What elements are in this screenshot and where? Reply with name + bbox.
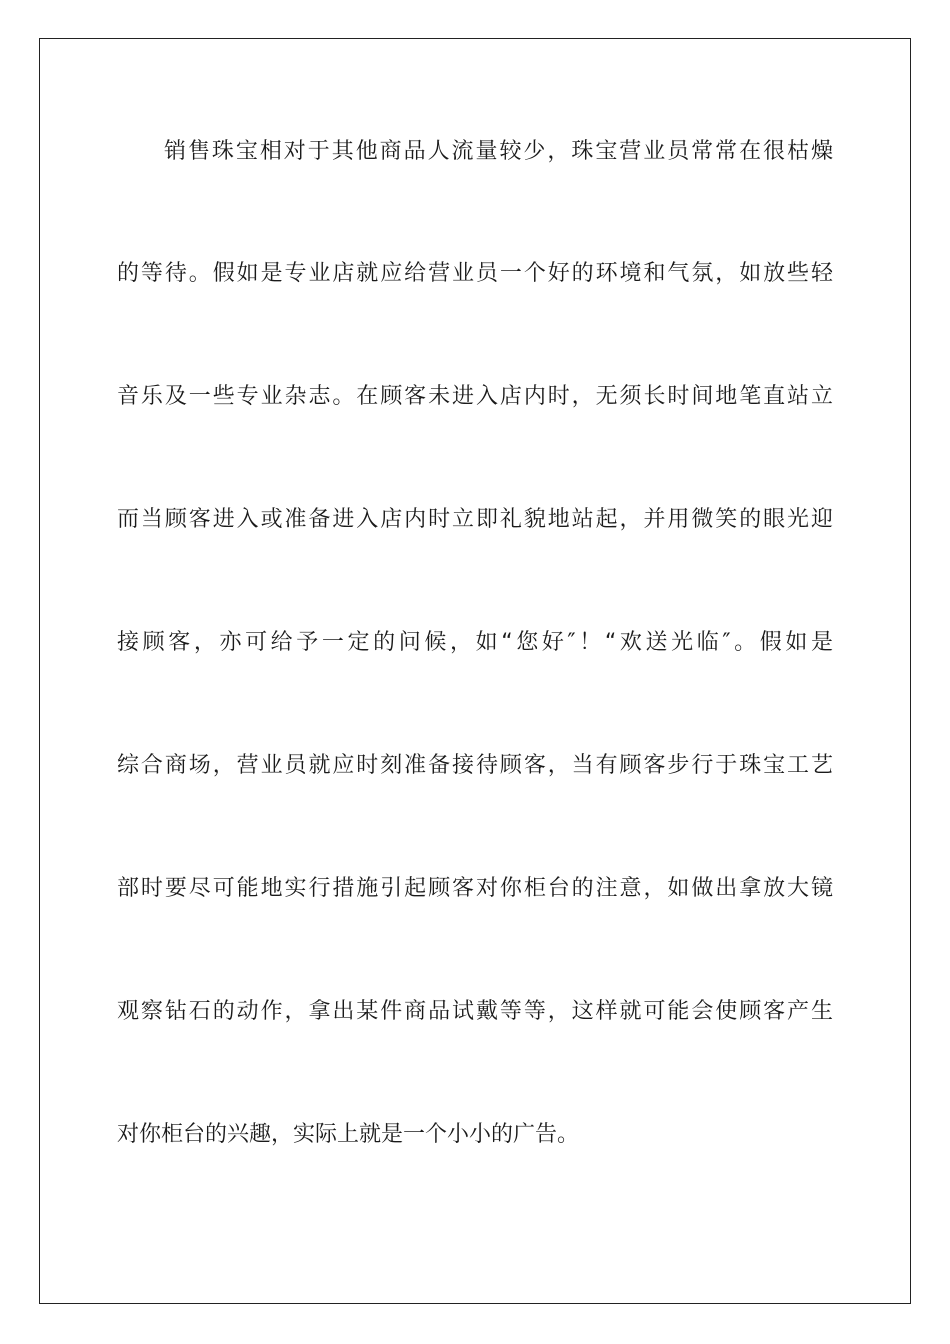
paragraph-line: 综合商场，营业员就应时刻准备接待顾客，当有顾客步行于珠宝工艺 [117, 753, 833, 778]
paragraph-line: 部时要尽可能地实行措施引起顾客对你柜台的注意，如做出拿放大镜 [117, 876, 833, 901]
paragraph-line: 接顾客，亦可给予一定的问候，如“您好″！“欢送光临″。假如是 [117, 630, 833, 655]
paragraph-line: 观察钻石的动作，拿出某件商品试戴等等，这样就可能会使顾客产生 [117, 999, 833, 1024]
paragraph-line: 音乐及一些专业杂志。在顾客未进入店内时，无须长时间地笔直站立 [117, 384, 833, 409]
paragraph-line: 销售珠宝相对于其他商品人流量较少，珠宝营业员常常在很枯燥 [164, 139, 833, 164]
paragraph-line: 而当顾客进入或准备进入店内时立即礼貌地站起，并用微笑的眼光迎 [117, 507, 833, 532]
paragraph-line: 的等待。假如是专业店就应给营业员一个好的环境和气氛，如放些轻 [117, 261, 833, 286]
paragraph-line: 对你柜台的兴趣，实际上就是一个小小的广告。 [117, 1122, 580, 1147]
